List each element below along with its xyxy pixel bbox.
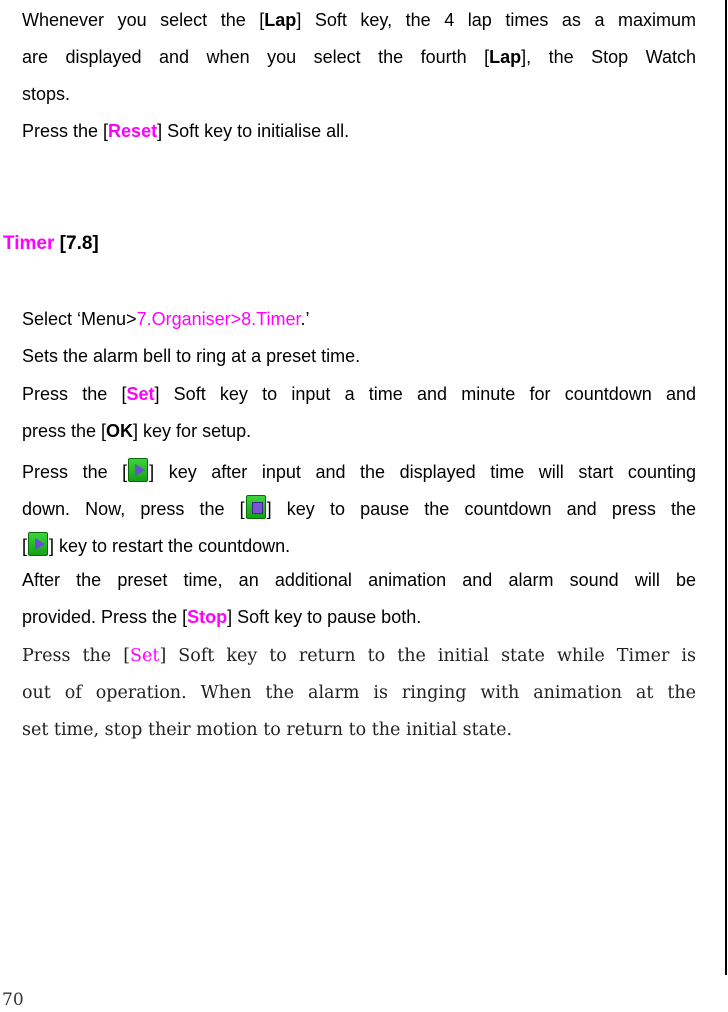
menu-path-line: Select ‘Menu>7.Organiser>8.Timer.’ [22, 309, 310, 329]
alarm-description: Sets the alarm bell to ring at a preset time. [22, 346, 361, 366]
set-key: Set [126, 384, 155, 404]
lap-key: Lap [264, 10, 297, 30]
lap-line-3: stops. [22, 84, 71, 104]
heading-title: Timer [3, 233, 55, 254]
play-icon [28, 532, 48, 556]
right-margin-rule [725, 0, 727, 975]
ok-key: OK [106, 421, 134, 441]
lap-line-2: are displayed and when you select the fourth [Lap], the Stop Watch [22, 47, 696, 67]
lap-paragraph [22, 2, 696, 113]
pause-icon [246, 495, 266, 519]
countdown-paragraph: Press the [ ] key after input and the displayed time will start counting down. Now, press the [ ] key to pause the countdown and press the [ ] key to restart the countdown. [22, 454, 696, 565]
reset-paragraph: Press the [Reset] Soft key to initialise all. [22, 121, 350, 141]
stop-key: Stop [187, 607, 228, 627]
heading-number: [7.8] [54, 233, 99, 254]
play-icon [128, 458, 148, 482]
menu-path: 7.Organiser>8.Timer [136, 309, 301, 329]
lap-line-1: Whenever you select the [Lap] Soft key, the 4 lap times as a maximum [22, 10, 696, 30]
stop-paragraph: After the preset time, an additional animation and alarm sound will be provided. Press the [Stop] Soft key to pause both. [22, 570, 696, 627]
page-number: 70 [2, 990, 24, 1010]
return-paragraph: Press the [Set] Soft key to return to the initial state while Timer is out of operation. When the alarm is ringing with animation at the set time, stop their motion to return to the initial state. [22, 646, 697, 740]
set-paragraph: Press the [Set] Soft key to input a time and minute for countdown and press the [OK] key for setup. [22, 384, 696, 441]
reset-key: Reset [108, 121, 158, 141]
section-heading [3, 229, 99, 259]
lap-key: Lap [489, 47, 522, 67]
set-key: Set [130, 646, 160, 666]
